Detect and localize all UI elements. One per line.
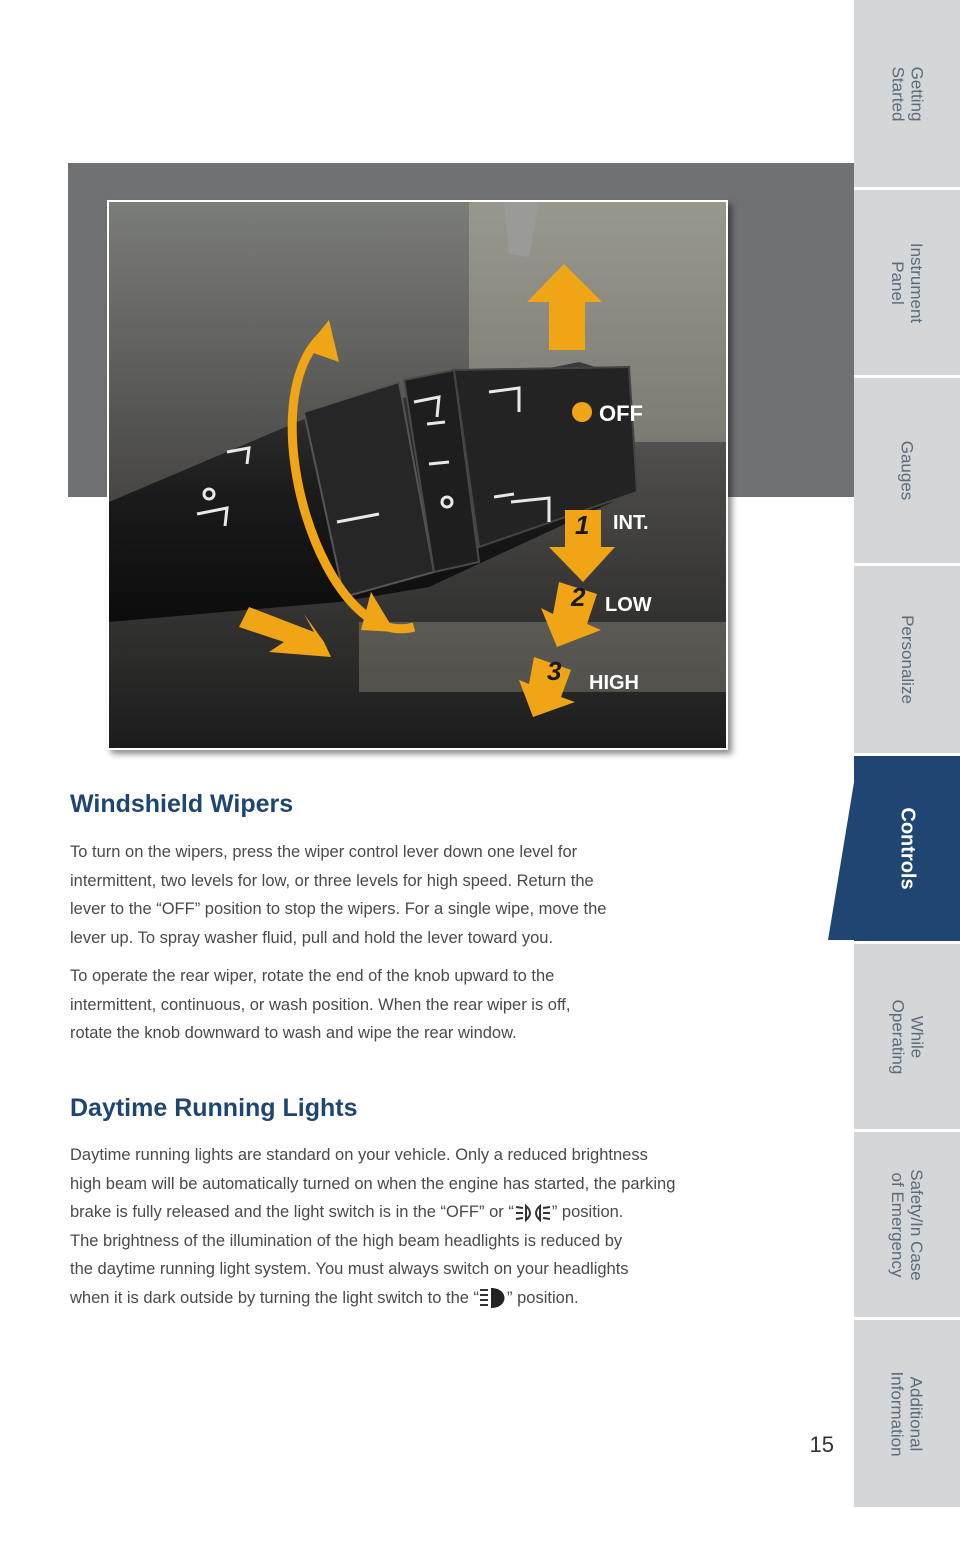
step-number-2: 2 [571, 582, 586, 612]
tab-label: Additional Information [887, 1370, 926, 1457]
parking-lights-icon [514, 1203, 552, 1223]
section-sidebar [854, 0, 960, 1554]
step-number-3: 3 [547, 656, 562, 686]
active-tab-indicator [828, 758, 858, 940]
off-indicator-dot [572, 402, 592, 422]
tab-safety-emergency[interactable] [854, 1132, 960, 1317]
tab-while-operating[interactable] [854, 944, 960, 1129]
headlight-icon [479, 1286, 507, 1310]
text-line: To operate the rear wiper, rotate the end of the knob upward to the [70, 967, 555, 985]
wiper-lever-photo [107, 200, 728, 750]
label-int: INT. [613, 512, 649, 534]
text-line: high beam will be automatically turned on when the engine has started, the parking [70, 1174, 676, 1193]
text-line: Daytime running lights are standard on your vehicle. Only a reduced brightness [70, 1146, 648, 1164]
text-line: lever up. To spray washer fluid, pull and hold the lever toward you. [70, 928, 554, 947]
tab-instrument-panel[interactable] [854, 190, 960, 375]
tab-gauges[interactable] [854, 378, 960, 563]
wiper-lever-illustration [109, 202, 726, 748]
tab-label: Controls [896, 807, 919, 890]
text-line: lever to the “OFF” position to stop the wipers. For a single wipe, move the [70, 900, 607, 918]
text-line [70, 1284, 810, 1313]
tab-label: Gauges [897, 440, 917, 501]
wipers-paragraph-2 [70, 962, 810, 1048]
tab-personalize[interactable] [854, 566, 960, 753]
text-line: rotate the knob downward to wash and wipe the rear window. [70, 1024, 517, 1042]
label-high: HIGH [589, 672, 639, 694]
text-line: The brightness of the illumination of the high beam headlights is reduced by [70, 1231, 623, 1250]
tab-getting-started[interactable] [854, 0, 960, 187]
tab-label: Personalize [897, 615, 917, 704]
tab-controls[interactable] [854, 756, 960, 941]
text-fragment: brake is fully released and the light switch is in the “OFF” or “ [70, 1203, 514, 1221]
wipers-paragraph-1 [70, 838, 810, 952]
text-fragment: ” position. [551, 1203, 624, 1221]
text-line [70, 1198, 810, 1227]
label-off: OFF [599, 401, 643, 426]
tab-additional-information[interactable] [854, 1320, 960, 1507]
text-fragment: ” position. [507, 1288, 579, 1307]
page-number: 15 [809, 1432, 834, 1457]
section-title-daytime-running-lights: Daytime Running Lights [70, 1094, 358, 1122]
text-line: To turn on the wipers, press the wiper control lever down one level for [70, 843, 578, 861]
text-line: intermittent, two levels for low, or three levels for high speed. Return the [70, 871, 594, 890]
tab-label: While Operating [887, 999, 926, 1074]
text-line: intermittent, continuous, or wash position. When the rear wiper is off, [70, 995, 571, 1014]
tab-label: Instrument Panel [888, 242, 926, 323]
section-title-windshield-wipers: Windshield Wipers [70, 790, 294, 818]
text-fragment: when it is dark outside by turning the light switch to the “ [70, 1288, 480, 1307]
drl-paragraph [70, 1141, 810, 1312]
tab-label: Safety/In Case of Emergency [888, 1168, 927, 1281]
text-line: the daytime running light system. You must always switch on your headlights [70, 1260, 629, 1278]
step-number-1: 1 [575, 510, 590, 540]
label-low: LOW [605, 594, 652, 616]
tab-label: Getting Started [888, 66, 926, 121]
